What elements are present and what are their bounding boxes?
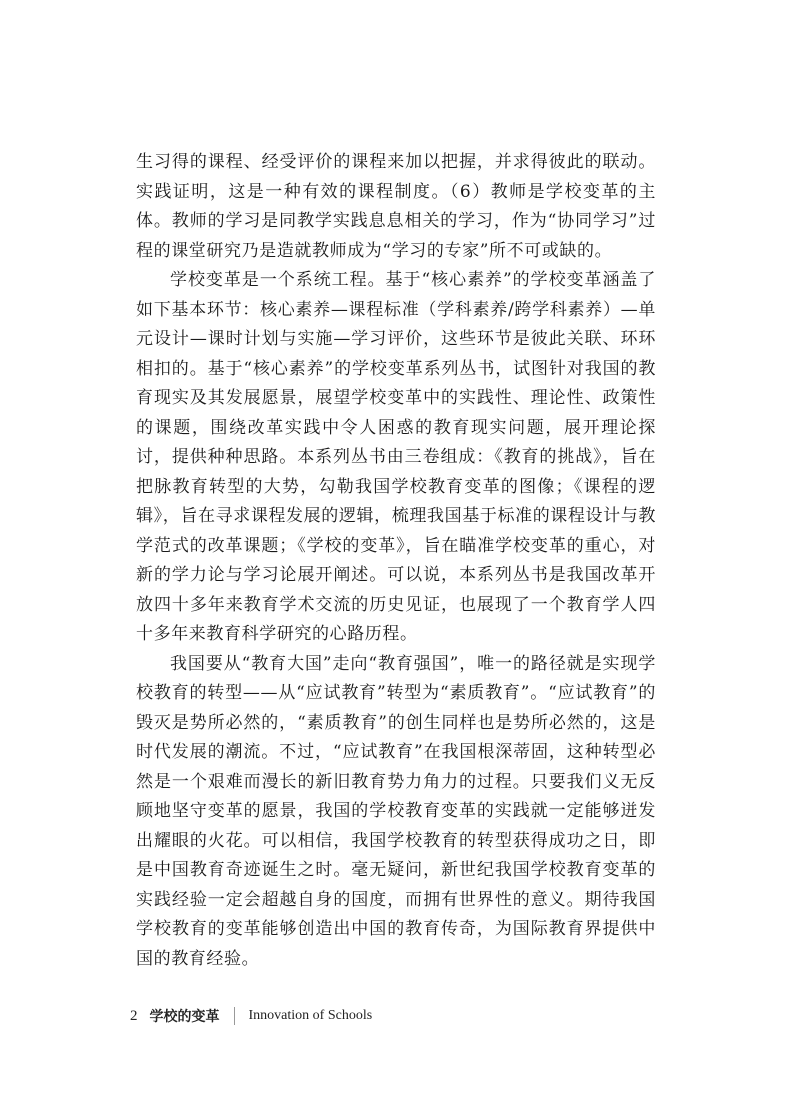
page-footer (130, 1006, 372, 1026)
running-title: 学校的变革 (149, 1009, 220, 1025)
footer-divider (234, 1007, 235, 1025)
page-body (136, 148, 656, 974)
paragraph-1: 生习得的课程、经受评价的课程来加以把握，并求得彼此的联动。实践证明，这是一种有效的课程制度。（6）教师是学校变革的主体。教师的学习是同教学实践息息相关的学习，作为“协同学习”过程的课堂研究乃是造就教师成为“学习的专家”所不可或缺的。 (136, 152, 656, 261)
page-number: 2 (130, 1007, 138, 1024)
running-title-english: Innovation of Schools (248, 1008, 373, 1023)
paragraph-3: 我国要从“教育大国”走向“教育强国”，唯一的路径就是实现学校教育的转型——从“应试教育”转型为“素质教育”。“应试教育”的毁灭是势所必然的，“素质教育”的创生同样也是势所必然的，这是时代发展的潮流。不过，“应试教育”在我国根深蒂固，这种转型必然是一个艰难而漫长的新旧教育势力角力的过程。只要我们义无反顾地坚守变革的愿景，我国的学校教育变革的实践就一定能够迸发出耀眼的火花。可以相信，我国学校教育的转型获得成功之日，即是中国教育奇迹诞生之时。毫无疑问，新世纪我国学校教育变革的实践经验一定会超越自身的国度，而拥有世界性的意义。期待我国学校教育的变革能够创造出中国的教育传奇，为国际教育界提供中国的教育经验。 (136, 653, 656, 969)
paragraph-2: 学校变革是一个系统工程。基于“核心素养”的学校变革涵盖了如下基本环节：核心素养—课程标准（学科素养/跨学科素养）—单元设计—课时计划与实施—学习评价，这些环节是彼此关联、环环相扣的。基于“核心素养”的学校变革系列丛书，试图针对我国的教育现实及其发展愿景，展望学校变革中的实践性、理论性、政策性的课题，围绕改革实践中令人困惑的教育现实问题，展开理论探讨，提供种种思路。本系列丛书由三卷组成：《教育的挑战》，旨在把脉教育转型的大势，勾勒我国学校教育变革的图像；《课程的逻辑》，旨在寻求课程发展的逻辑，梳理我国基于标准的课程设计与教学范式的改革课题；《学校的变革》，旨在瞄准学校变革的重心，对新的学力论与学习论展开阐述。可以说，本系列丛书是我国改革开放四十多年来教育学术交流的历史见证，也展现了一个教育学人四十多年来教育科学研究的心路历程。 (136, 270, 656, 644)
